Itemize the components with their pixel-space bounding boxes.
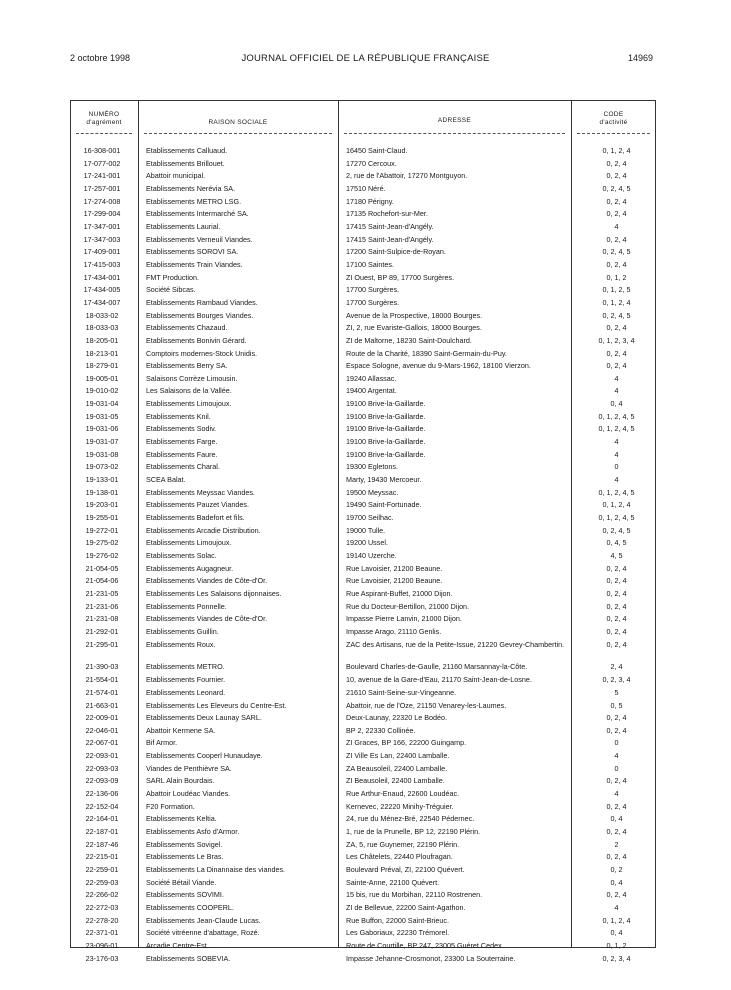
adresse: Impasse Arago, 21110 Genlis. [346, 626, 442, 636]
raison-sociale: Arcadie Centre-Est. [146, 940, 209, 950]
table-row [70, 514, 656, 527]
raison-sociale: Viandes de Penthièvre SA. [146, 763, 232, 773]
numero-agrement: 19-031-06 [85, 424, 119, 434]
journal-title: JOURNAL OFFICIEL DE LA RÉPUBLIQUE FRANÇAISE [241, 53, 490, 64]
raison-sociale: Etablissements Cooperl Hunaudaye. [146, 751, 263, 761]
code-activite: 0, 2, 4, 5 [602, 183, 631, 193]
code-activite: 0, 2, 4 [606, 588, 627, 598]
adresse: ZI Ville Es Lan, 22400 Lamballe. [346, 751, 450, 761]
numero-agrement: 17-077-002 [83, 158, 121, 168]
table-row [70, 790, 656, 803]
code-activite: 5 [614, 687, 619, 697]
adresse: Rue du Docteur-Bertillon, 21000 Dijon. [346, 601, 470, 611]
adresse: ZI de Bellevue, 22200 Saint-Agathon. [346, 903, 466, 912]
numero-agrement: 17-434-001 [83, 272, 121, 282]
raison-sociale: Etablissements Limoujoux. [146, 399, 232, 409]
code-activite: 0, 4, 5 [606, 538, 627, 548]
code-activite: 0, 1, 2, 4, 5 [598, 411, 635, 421]
raison-sociale: Etablissements Les Eleveurs du Centre-Est. [146, 700, 287, 710]
numero-agrement: 17-274-008 [83, 196, 121, 206]
numero-agrement: 22-093-09 [85, 776, 119, 786]
code-activite: 4 [614, 789, 619, 799]
numero-agrement: 19-031-07 [85, 437, 119, 447]
numero-agrement: 19-031-05 [85, 411, 119, 421]
code-activite: 0, 1, 2 [606, 272, 627, 282]
adresse: Route de la Charité, 18390 Saint-Germain-du-Puy. [346, 348, 507, 358]
numero-agrement: 22-278-20 [85, 915, 119, 925]
adresse: 17180 Périgny. [346, 196, 394, 206]
adresse: Boulevard Préval, ZI, 22100 Quévert. [346, 865, 465, 875]
code-activite: 4 [614, 437, 619, 447]
adresse: Impasse Jehanne-Crosmonot, 23300 La Souterraine. [346, 953, 516, 963]
raison-sociale: Abattoir municipal. [146, 171, 206, 181]
raison-sociale: Etablissements Solac. [146, 551, 217, 560]
table-row [70, 286, 656, 299]
code-activite: 0, 2, 4 [606, 576, 627, 586]
numero-agrement: 19-010-02 [85, 386, 119, 396]
adresse: 19700 Seilhac. [346, 513, 394, 523]
raison-sociale: Société vitréenne d'abattage, Rozé. [146, 928, 260, 938]
numero-agrement: 21-663-01 [85, 700, 119, 710]
code-activite: 0, 1, 2, 4 [602, 297, 631, 307]
numero-agrement: 17-347-001 [83, 221, 121, 231]
numero-agrement: 22-187-01 [85, 827, 119, 837]
raison-sociale: Abattoir Kermene SA. [146, 725, 216, 735]
numero-agrement: 19-203-01 [85, 500, 119, 510]
adresse: 19400 Argentat. [346, 386, 397, 396]
code-activite: 0, 2, 4 [606, 827, 627, 837]
adresse: 17510 Néré. [346, 183, 386, 193]
table-row [70, 641, 656, 664]
code-activite: 0, 2, 4 [606, 852, 627, 862]
table-row [70, 590, 656, 603]
adresse: Abattoir, rue de l'Oze, 21150 Venarey-les-Laumes. [346, 700, 507, 710]
table-row [70, 337, 656, 350]
adresse: Boulevard Charles-de-Gaulle, 21160 Marsannay-la-Côte. [346, 662, 528, 672]
raison-sociale: Etablissements Jean-Claude Lucas. [146, 915, 261, 925]
adresse: 17700 Surgères. [346, 285, 400, 295]
column-header-code: CODE d'activité [599, 111, 628, 126]
numero-agrement: 22-067-01 [85, 738, 119, 748]
raison-sociale: Etablissements Les Salaisons dijonnaises. [146, 588, 282, 598]
table-row [70, 552, 656, 565]
raison-sociale: Etablissements Keltia. [146, 814, 217, 824]
raison-sociale: Etablissements SOBEVIA. [146, 953, 231, 963]
code-activite: 0, 2, 4 [606, 196, 627, 206]
code-activite: 0, 2, 4 [606, 209, 627, 219]
numero-agrement: 19-272-01 [85, 525, 119, 535]
adresse: ZI Graces, BP 166, 22200 Guingamp. [346, 738, 467, 748]
raison-sociale: Etablissements Bourges Viandes. [146, 310, 254, 320]
code-activite: 0, 2, 4 [606, 890, 627, 900]
raison-sociale: Etablissements Knil. [146, 411, 211, 421]
raison-sociale: Etablissements Bonivin Gérard. [146, 335, 247, 345]
raison-sociale: Etablissements Berry SA. [146, 361, 228, 371]
numero-agrement: 23-176-03 [85, 953, 119, 963]
numero-agrement: 22-259-01 [85, 865, 119, 875]
numero-agrement: 17-299-004 [83, 209, 121, 219]
code-activite: 0, 2, 4 [606, 614, 627, 624]
adresse: 17415 Saint-Jean-d'Angély. [346, 234, 434, 244]
raison-sociale: Bif Armor. [146, 738, 178, 748]
raison-sociale: FMT Production. [146, 272, 199, 282]
raison-sociale: Etablissements Viandes de Côte-d'Or. [146, 614, 268, 624]
code-activite: 2, 4 [610, 662, 623, 672]
code-activite: 0, 2 [610, 865, 623, 875]
raison-sociale: Etablissements Viandes de Côte-d'Or. [146, 576, 268, 586]
numero-agrement: 22-093-03 [85, 763, 119, 773]
adresse: 19140 Uzerche. [346, 551, 397, 560]
raison-sociale: Etablissements COOPERL. [146, 903, 234, 912]
adresse: 17270 Cercoux. [346, 158, 397, 168]
raison-sociale: Etablissements Faure. [146, 449, 218, 459]
adresse: Les Châtelets, 22440 Ploufragan. [346, 852, 453, 862]
raison-sociale: Etablissements SOROVI SA. [146, 247, 239, 257]
adresse: Impasse Pierre Lanvin, 21000 Dijon. [346, 614, 462, 624]
numero-agrement: 21-390-03 [85, 662, 119, 672]
numero-agrement: 22-187-46 [85, 839, 119, 849]
numero-agrement: 16-308-001 [83, 146, 121, 155]
table-row [70, 299, 656, 312]
raison-sociale: Etablissements Verneuil Viandes. [146, 234, 253, 244]
table-row [70, 676, 656, 689]
code-activite: 0, 2, 4 [606, 361, 627, 371]
adresse: ZI Beausoleil, 22400 Lamballe. [346, 776, 445, 786]
code-activite: 0 [614, 738, 619, 748]
table-row [70, 942, 656, 955]
raison-sociale: Etablissements Asfo d'Armor. [146, 827, 240, 837]
numero-agrement: 22-266-02 [85, 890, 119, 900]
numero-agrement: 22-009-01 [85, 713, 119, 723]
raison-sociale: Abattoir Loudéac Viandes. [146, 789, 231, 799]
code-activite: 4, 5 [610, 551, 623, 560]
code-activite: 0, 2, 4 [606, 801, 627, 811]
raison-sociale: Etablissements Intermarché SA. [146, 209, 249, 219]
numero-agrement: 19-005-01 [85, 373, 119, 383]
numero-agrement: 19-133-01 [85, 475, 119, 485]
raison-sociale: Etablissements Nerévia SA. [146, 183, 236, 193]
raison-sociale: Etablissements Brillouet. [146, 158, 225, 168]
raison-sociale: Etablissements Ponnelle. [146, 601, 227, 611]
raison-sociale: Société Bétail Viande. [146, 877, 217, 887]
raison-sociale: Etablissements Augagneur. [146, 563, 234, 573]
table-row [70, 904, 656, 917]
numero-agrement: 19-031-08 [85, 449, 119, 459]
raison-sociale: Etablissements Rambaud Viandes. [146, 297, 258, 307]
table-row [70, 476, 656, 489]
numero-agrement: 22-164-01 [85, 814, 119, 824]
numero-agrement: 19-276-02 [85, 551, 119, 560]
code-activite: 4 [614, 221, 619, 231]
raison-sociale: Etablissements Calluaud. [146, 146, 228, 155]
adresse: 17100 Saintes. [346, 259, 394, 269]
numero-agrement: 18-205-01 [85, 335, 119, 345]
table-row [70, 248, 656, 261]
column-header-numero: NUMÉRO d'agrément [86, 111, 122, 126]
code-activite: 0 [614, 763, 619, 773]
adresse: Espace Sologne, avenue du 9-Mars-1962, 18100 Vierzon. [346, 361, 531, 371]
header-separator [344, 133, 565, 134]
numero-agrement: 21-574-01 [85, 687, 119, 697]
code-activite: 0, 2, 3, 4 [602, 953, 631, 963]
code-activite: 0, 4 [610, 928, 623, 938]
numero-agrement: 22-259-03 [85, 877, 119, 887]
raison-sociale: Les Salaisons de la Vallée. [146, 386, 232, 396]
numero-agrement: 19-138-01 [85, 487, 119, 497]
code-activite: 0, 1, 2, 5 [602, 285, 631, 295]
adresse: 17415 Saint-Jean-d'Angély. [346, 221, 434, 231]
numero-agrement: 17-434-007 [83, 297, 121, 307]
code-activite: 0, 1, 2, 4, 5 [598, 487, 635, 497]
table-row [70, 438, 656, 451]
table-row [70, 828, 656, 841]
raison-sociale: Etablissements METRO LSG. [146, 196, 242, 206]
table-row [70, 628, 656, 641]
adresse: Rue Arthur-Enaud, 22600 Loudéac. [346, 789, 460, 799]
adresse: 17135 Rochefort-sur-Mer. [346, 209, 428, 219]
numero-agrement: 19-275-02 [85, 538, 119, 548]
raison-sociale: Etablissements Train Viandes. [146, 259, 243, 269]
page-number: 14969 [627, 53, 653, 63]
code-activite: 0, 2, 4 [606, 639, 627, 649]
adresse: 19490 Saint-Fortunade. [346, 500, 422, 510]
raison-sociale: Etablissements Leonard. [146, 687, 226, 697]
numero-agrement: 22-046-01 [85, 725, 119, 735]
raison-sociale: Etablissements Sodiv. [146, 424, 217, 434]
raison-sociale: Etablissements Farge. [146, 437, 218, 447]
code-activite: 0, 1, 2, 4 [602, 146, 631, 155]
adresse: 17200 Saint-Sulpice-de-Royan. [346, 247, 446, 257]
adresse: 19200 Ussel. [346, 538, 388, 548]
raison-sociale: Etablissements Chazaud. [146, 323, 228, 333]
numero-agrement: 19-255-01 [85, 513, 119, 523]
code-activite: 0, 2, 4 [606, 626, 627, 636]
code-activite: 0, 2, 4, 5 [602, 247, 631, 257]
numero-agrement: 21-054-06 [85, 576, 119, 586]
header-separator [577, 133, 650, 134]
numero-agrement: 22-272-03 [85, 903, 119, 912]
raison-sociale: Etablissements Pauzet Viandes. [146, 500, 249, 510]
column-header-raison-sociale: RAISON SOCIALE [208, 119, 268, 126]
code-activite: 0, 1, 2, 3, 4 [598, 335, 635, 345]
code-activite: 0, 2, 4 [606, 776, 627, 786]
adresse: Rue Buffon, 22000 Saint-Brieuc. [346, 915, 449, 925]
numero-agrement: 18-279-01 [85, 361, 119, 371]
adresse: Rue Lavoisier, 21200 Beaune. [346, 563, 443, 573]
numero-agrement: 17-409-001 [83, 247, 121, 257]
code-activite: 0, 2, 4 [606, 171, 627, 181]
adresse: 19000 Tulle. [346, 525, 386, 535]
adresse: 19300 Egletons. [346, 462, 398, 472]
numero-agrement: 18-033-02 [85, 310, 119, 320]
numero-agrement: 17-241-001 [83, 171, 121, 181]
raison-sociale: Etablissements Limoujoux. [146, 538, 232, 548]
table-row [70, 866, 656, 879]
raison-sociale: Etablissements Fournier. [146, 675, 226, 685]
numero-agrement: 21-231-06 [85, 601, 119, 611]
adresse: ZI de Maltorne, 18230 Saint-Doulchard. [346, 335, 472, 345]
code-activite: 0, 4 [610, 814, 623, 824]
code-activite: 0 [614, 462, 619, 472]
code-activite: 4 [614, 475, 619, 485]
raison-sociale: Etablissements Sovigel. [146, 839, 223, 849]
adresse: BP 2, 22330 Collinée. [346, 725, 416, 735]
page-date: 2 octobre 1998 [70, 53, 131, 63]
numero-agrement: 17-434-005 [83, 285, 121, 295]
code-activite: 0, 1, 2, 4 [602, 915, 631, 925]
numero-agrement: 18-033-03 [85, 323, 119, 333]
numero-agrement: 21-231-05 [85, 588, 119, 598]
raison-sociale: Salaisons Corrèze Limousin. [146, 373, 238, 383]
raison-sociale: F20 Formation. [146, 801, 195, 811]
code-activite: 0, 2, 4 [606, 725, 627, 735]
code-activite: 0, 1, 2 [606, 940, 627, 950]
code-activite: 0, 1, 2, 4 [602, 500, 631, 510]
raison-sociale: Etablissements Le Bras. [146, 852, 224, 862]
agrement-table-body [70, 147, 656, 967]
adresse: 10, avenue de la Gare-d'Eau, 21170 Saint-Jean-de-Losne. [346, 675, 532, 685]
numero-agrement: 19-073-02 [85, 462, 119, 472]
numero-agrement: 21-554-01 [85, 675, 119, 685]
numero-agrement: 22-093-01 [85, 751, 119, 761]
numero-agrement: 17-347-003 [83, 234, 121, 244]
adresse: ZI, 2, rue Evariste-Gallois, 18000 Bourges. [346, 323, 482, 333]
adresse: Marty, 19430 Mercoeur. [346, 475, 422, 485]
table-top-border [70, 100, 656, 101]
raison-sociale: Etablissements Laurial. [146, 221, 221, 231]
raison-sociale: Etablissements Badefort et fils. [146, 513, 245, 523]
code-activite: 4 [614, 751, 619, 761]
numero-agrement: 21-295-01 [85, 639, 119, 649]
adresse: 19100 Brive-la-Gaillarde. [346, 449, 426, 459]
header-separator [76, 133, 132, 134]
table-row [70, 185, 656, 198]
code-activite: 0, 2, 4 [606, 348, 627, 358]
code-activite: 0, 2, 4 [606, 158, 627, 168]
adresse: Sainte-Anne, 22100 Quévert. [346, 877, 440, 887]
code-activite: 0, 2, 4 [606, 323, 627, 333]
code-activite: 0, 2, 4 [606, 563, 627, 573]
adresse: Kernevec, 22220 Minihy-Tréguier. [346, 801, 454, 811]
code-activite: 4 [614, 903, 619, 912]
code-activite: 0, 2, 4 [606, 601, 627, 611]
adresse: ZA, 5, rue Guynemer, 22190 Plérin. [346, 839, 460, 849]
raison-sociale: Etablissements Charal. [146, 462, 220, 472]
table-row [70, 752, 656, 765]
numero-agrement: 22-136-06 [85, 789, 119, 799]
adresse: 16450 Saint-Claud. [346, 146, 408, 155]
raison-sociale: Etablissements Deux Launay SARL. [146, 713, 262, 723]
code-activite: 0, 4 [610, 877, 623, 887]
table-row [70, 223, 656, 236]
adresse: Avenue de la Prospective, 18000 Bourges. [346, 310, 483, 320]
code-activite: 2 [614, 839, 619, 849]
adresse: 19240 Allassac. [346, 373, 397, 383]
adresse: ZA Beausoleil, 22400 Lamballe. [346, 763, 448, 773]
code-activite: 0, 2, 4 [606, 234, 627, 244]
adresse: Les Gaboriaux, 22230 Trémorel. [346, 928, 450, 938]
adresse: ZAC des Artisans, rue de la Petite-Issue, 21220 Gevrey-Chambertin. [346, 639, 565, 649]
code-activite: 0, 2, 4 [606, 259, 627, 269]
raison-sociale: Etablissements Arcadie Distribution. [146, 525, 261, 535]
numero-agrement: 21-054-05 [85, 563, 119, 573]
numero-agrement: 22-152-04 [85, 801, 119, 811]
raison-sociale: Etablissements Meyssac Viandes. [146, 487, 255, 497]
adresse: Rue Lavoisier, 21200 Beaune. [346, 576, 443, 586]
header-separator [144, 133, 332, 134]
numero-agrement: 17-415-003 [83, 259, 121, 269]
raison-sociale: Société Sibcas. [146, 285, 196, 295]
adresse: 17700 Surgères. [346, 297, 400, 307]
adresse: Deux-Launay, 22320 Le Bodéo. [346, 713, 447, 723]
adresse: 2, rue de l'Abattoir, 17270 Montguyon. [346, 171, 468, 181]
adresse: 21610 Saint-Seine-sur-Vingeanne. [346, 687, 457, 697]
code-activite: 4 [614, 373, 619, 383]
numero-agrement: 22-215-01 [85, 852, 119, 862]
table-row [70, 955, 656, 968]
raison-sociale: Comptoirs modernes-Stock Unidis. [146, 348, 258, 358]
adresse: 19100 Brive-la-Gaillarde. [346, 424, 426, 434]
raison-sociale: Etablissements SOVIMI. [146, 890, 224, 900]
raison-sociale: Etablissements La Dinannaise des viandes. [146, 865, 286, 875]
numero-agrement: 22-371-01 [85, 928, 119, 938]
table-row [70, 261, 656, 274]
raison-sociale: Etablissements Roux. [146, 639, 216, 649]
table-row [70, 324, 656, 337]
adresse: 19100 Brive-la-Gaillarde. [346, 411, 426, 421]
adresse: 24, rue du Ménez-Bré, 22540 Pédernec. [346, 814, 475, 824]
adresse: 19100 Brive-la-Gaillarde. [346, 437, 426, 447]
code-activite: 0, 1, 2, 4, 5 [598, 513, 635, 523]
adresse: ZI Ouest, BP 89, 17700 Surgères. [346, 272, 455, 282]
raison-sociale: SCEA Balat. [146, 475, 186, 485]
adresse: Rue Aspirant-Buffet, 21000 Dijon. [346, 588, 453, 598]
code-activite: 0, 5 [610, 700, 623, 710]
raison-sociale: Etablissements METRO. [146, 662, 225, 672]
table-row [70, 400, 656, 413]
code-activite: 0, 1, 2, 4, 5 [598, 424, 635, 434]
numero-agrement: 23-096-01 [85, 940, 119, 950]
adresse: 19500 Meyssac. [346, 487, 399, 497]
numero-agrement: 21-231-08 [85, 614, 119, 624]
raison-sociale: Etablissements Guillin. [146, 626, 219, 636]
code-activite: 0, 2, 3, 4 [602, 675, 631, 685]
code-activite: 0, 2, 4, 5 [602, 310, 631, 320]
table-row [70, 689, 656, 702]
adresse: 19100 Brive-la-Gaillarde. [346, 399, 426, 409]
adresse: 15 bis, rue du Morbihan, 22110 Rostrenen. [346, 890, 483, 900]
column-header-adresse: ADRESSE [437, 117, 472, 124]
code-activite: 4 [614, 386, 619, 396]
code-activite: 0, 2, 4, 5 [602, 525, 631, 535]
raison-sociale: SARL Alain Bourdais. [146, 776, 215, 786]
code-activite: 0, 4 [610, 399, 623, 409]
numero-agrement: 21-292-01 [85, 626, 119, 636]
table-row [70, 147, 656, 160]
code-activite: 4 [614, 449, 619, 459]
adresse: Route de Courtille, BP 247, 23005 Guéret Cedex. [346, 940, 504, 950]
numero-agrement: 19-031-04 [85, 399, 119, 409]
numero-agrement: 17-257-001 [83, 183, 121, 193]
table-row [70, 714, 656, 727]
code-activite: 0, 2, 4 [606, 713, 627, 723]
adresse: 1, rue de la Prunelle, BP 12, 22190 Plérin. [346, 827, 481, 837]
table-row [70, 362, 656, 375]
numero-agrement: 18-213-01 [85, 348, 119, 358]
